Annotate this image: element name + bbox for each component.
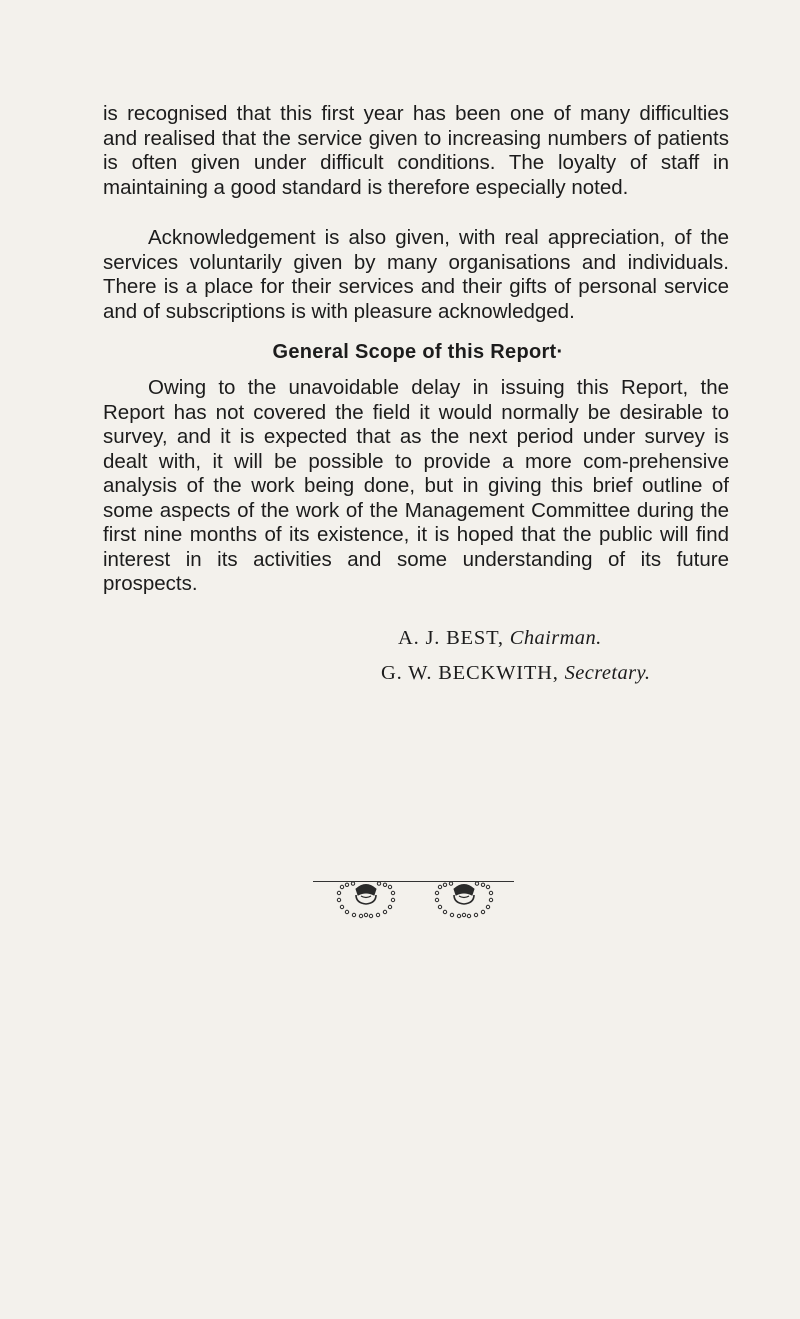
signatory-name: A. J. BEST, (398, 627, 504, 649)
paragraph-acknowledgement: Acknowledgement is also given, with real appreciation, of the services voluntarily given by many organisations and individuals. There is a place for their services and their gifts of personal service and of subscriptions is with pleasure acknowledged. (103, 226, 729, 323)
signature-secretary (381, 662, 650, 685)
printers-ornament-icon (334, 881, 402, 921)
signatory-title: Chairman. (509, 627, 602, 649)
printers-ornament-icon (432, 881, 500, 921)
signatory-title: Secretary. (564, 662, 651, 684)
signature-chairman (398, 627, 602, 650)
section-heading: General Scope of this Report· (272, 341, 564, 363)
paragraph-difficulties: is recognised that this first year has been one of many difficulties and realised that the service given to increasing numbers of patients is often given under difficult conditions. The loyalty of staff in maintaining a good standard is therefore especially noted. (103, 102, 729, 199)
paragraph-general-scope: Owing to the unavoidable delay in issuing this Report, the Report has not covered the field it would normally be desirable to survey, and it is expected that as the next period under survey is dealt with, it will be possible to provide a more com-prehensive analysis of the work being done, but in giving this brief outline of some aspects of the work of the Management Committee during the first nine months of its existence, it is hoped that the public will find interest in its activities and some understanding of its future prospects. (103, 376, 729, 595)
signatory-name: G. W. BECKWITH, (381, 662, 559, 684)
